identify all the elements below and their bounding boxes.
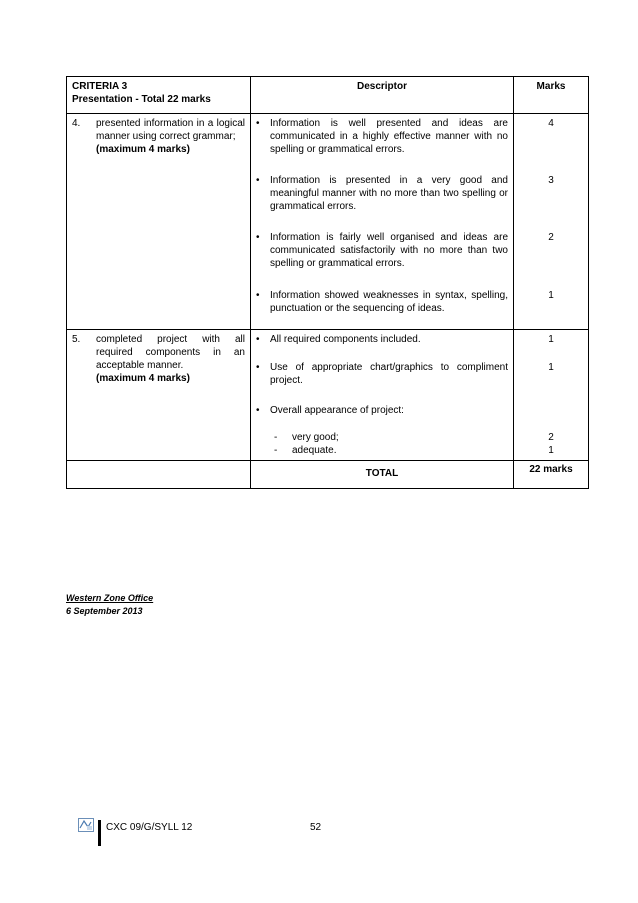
list-item: • Overall appearance of project: <box>256 405 404 416</box>
criterion-text: presented information in a logical manner using correct grammar; <box>96 118 245 142</box>
criterion-max: (maximum 4 marks) <box>96 373 190 384</box>
note-date: 6 September 2013 <box>66 606 143 616</box>
page-footer <box>78 816 378 840</box>
list-item: - adequate. <box>274 445 337 456</box>
criterion-text: completed project with all required components in an acceptable manner. <box>96 334 245 371</box>
criterion-number: 5. <box>72 334 81 345</box>
marks-header: Marks <box>514 77 589 114</box>
mark-value: 1 <box>548 445 554 456</box>
mark-value: 4 <box>548 118 554 129</box>
cxc-logo-icon <box>78 818 94 832</box>
list-item: • Information showed weaknesses in syntax, spelling, punctuation or the sequencing of ideas. <box>256 290 508 314</box>
table-row <box>67 114 589 330</box>
footer-divider <box>98 820 101 846</box>
criterion-max: (maximum 4 marks) <box>96 144 190 155</box>
list-item: • All required components included. <box>256 334 421 345</box>
list-item: • Information is presented in a very good and meaningful manner with no more than two spelling or grammatical errors. <box>256 175 508 212</box>
total-row <box>67 461 589 489</box>
list-item: - very good; <box>274 432 339 443</box>
criteria-subtitle: Presentation - Total 22 marks <box>72 94 211 105</box>
criterion-cell <box>67 114 251 330</box>
total-value: 22 marks <box>514 461 589 489</box>
mark-value: 1 <box>548 290 554 301</box>
page-number: 52 <box>310 822 322 833</box>
criteria-header <box>67 77 251 114</box>
criterion-cell <box>67 330 251 461</box>
syllabus-code: CXC 09/G/SYLL 12 <box>106 822 193 833</box>
marks-cell <box>514 114 589 330</box>
list-item: • Information is fairly well organised and ideas are communicated satisfactorily with no more than two spelling or grammatical errors. <box>256 232 508 269</box>
list-item: • Information is well presented and ideas are communicated in a highly effective manner with no spelling or grammatical errors. <box>256 118 508 155</box>
mark-value: 3 <box>548 175 554 186</box>
empty-cell <box>67 461 251 489</box>
total-label: TOTAL <box>251 461 514 489</box>
criteria-title: CRITERIA 3 <box>72 81 128 92</box>
criterion-number: 4. <box>72 118 81 129</box>
mark-value: 2 <box>548 232 554 243</box>
table-header-row <box>67 77 589 114</box>
office-name: Western Zone Office <box>66 593 154 603</box>
descriptor-header: Descriptor <box>251 77 514 114</box>
mark-value: 1 <box>548 334 554 345</box>
marks-cell <box>514 330 589 461</box>
descriptor-cell <box>251 114 514 330</box>
list-item: • Use of appropriate chart/graphics to compliment project. <box>256 362 508 386</box>
sub-list <box>274 431 508 457</box>
descriptor-cell <box>251 330 514 461</box>
table-row <box>67 330 589 461</box>
mark-value: 1 <box>548 362 554 373</box>
mark-value: 2 <box>548 432 554 443</box>
criteria-table <box>66 76 589 489</box>
office-note <box>66 592 153 618</box>
